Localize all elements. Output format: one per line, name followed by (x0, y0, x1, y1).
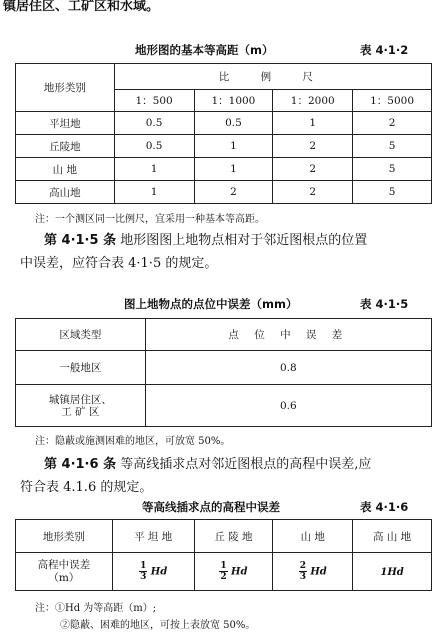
clause-text: 地形图图上地物点相对于邻近图根点的位置 (120, 233, 368, 248)
table2-caption: 图上地物点的点位中误差（mm） (124, 297, 298, 311)
clause-label: 第 4·1·5 条 (44, 233, 117, 248)
clause-4-1-6-line1 (44, 453, 371, 476)
table1-head-label: 地形类别 (16, 64, 115, 112)
table1-note: 注：一个测区同一比例尺，宜采用一种基本等高距。 (35, 214, 265, 225)
denominator: 3 (299, 572, 306, 582)
cell: 0.6 (145, 385, 431, 427)
table-row (16, 181, 432, 204)
scale-header: 1：1000 (194, 90, 273, 112)
fraction-cell (273, 553, 353, 591)
contour-elevation-error-table (15, 519, 432, 591)
cell: 5 (353, 158, 432, 181)
terrain-header: 山 地 (273, 520, 353, 553)
row-label: 平坦地 (16, 112, 115, 135)
denominator: 3 (140, 572, 147, 582)
table-row (16, 135, 432, 158)
cell: 0.8 (145, 351, 431, 385)
cell: 1 (194, 158, 273, 181)
fraction-cell (194, 553, 273, 591)
row-label: 丘陵地 (16, 135, 115, 158)
table-row (16, 553, 432, 591)
scale-header: 1：500 (114, 90, 194, 112)
table2-number: 表 4·1·5 (360, 297, 409, 311)
row-label (16, 385, 146, 427)
denominator: 2 (220, 572, 227, 582)
row-label-line: （m） (48, 571, 80, 584)
cell: 1 (273, 112, 353, 135)
fraction-cell (112, 553, 194, 591)
row-label: 一般地区 (16, 351, 146, 385)
table-row (16, 158, 432, 181)
cell: 0.5 (114, 112, 194, 135)
table-row (16, 385, 432, 427)
clause-4-1-5-line2: 中误差，应符合表 4·1·5 的规定。 (20, 256, 218, 271)
cell (353, 553, 432, 591)
row-label: 山 地 (16, 158, 115, 181)
table2-note: 注：隐蔽或施测困难的地区，可放宽 50%。 (35, 436, 231, 447)
terrain-header: 平 坦 地 (112, 520, 194, 553)
table2-head-label: 区域类型 (16, 319, 146, 351)
cell: 2 (273, 181, 353, 204)
table3-number: 表 4·1·6 (360, 500, 409, 514)
cell: 2 (273, 158, 353, 181)
cell: 0.5 (194, 112, 273, 135)
table-row (16, 112, 432, 135)
cell: 5 (353, 181, 432, 204)
clause-text: 等高线插求点对邻近图根点的高程中误差,应 (120, 457, 372, 472)
table2-head-value: 点 位 中 误 差 (145, 319, 431, 351)
cell: 2 (194, 181, 273, 204)
cell: 2 (273, 135, 353, 158)
cell: 5 (353, 135, 432, 158)
variable: Hd (150, 566, 168, 578)
table3-note1: 注：①Hd 为等高距（m）; (35, 603, 157, 614)
clause-4-1-5-line1 (44, 229, 367, 252)
table1-number: 表 4·1·2 (360, 43, 409, 57)
table-row (16, 351, 432, 385)
clause-label: 第 4·1·6 条 (44, 457, 117, 472)
table1-span-header: 比 例 尺 (114, 64, 431, 90)
point-position-error-table (15, 318, 432, 427)
numerator: 1 (220, 561, 227, 571)
table3-caption: 等高线插求点的高程中误差 (142, 500, 280, 514)
fraction (139, 561, 147, 582)
scale-header: 1：2000 (273, 90, 353, 112)
table3-head-label: 地形类别 (16, 520, 113, 553)
numerator: 2 (299, 561, 306, 571)
row-label-line: 高程中误差 (37, 558, 91, 571)
cell: 1 (194, 135, 273, 158)
intro-line: 镇居住区、工矿区和水域。 (3, 0, 160, 14)
variable: Hd (310, 566, 327, 578)
row-label: 高山地 (16, 181, 115, 204)
table3-note2: ②隐蔽、困难的地区，可按上表放宽 50%。 (60, 620, 256, 631)
variable: 1Hd (380, 566, 404, 578)
clause-4-1-6-line2: 符合表 4.1.6 的规定。 (20, 480, 153, 495)
variable: Hd (231, 566, 248, 578)
row-label (16, 553, 113, 591)
cell: 0.5 (114, 135, 194, 158)
fraction (219, 561, 227, 582)
table1-caption: 地形图的基本等高距（m） (135, 43, 274, 57)
row-label-line: 工 矿 区 (61, 405, 100, 418)
cell: 1 (114, 181, 194, 204)
contour-interval-table (15, 63, 432, 204)
cell: 1 (114, 158, 194, 181)
scale-header: 1：5000 (353, 90, 432, 112)
terrain-header: 高 山 地 (353, 520, 432, 553)
row-label-line: 城镇居住区、 (48, 393, 112, 406)
terrain-header: 丘 陵 地 (194, 520, 273, 553)
cell: 2 (353, 112, 432, 135)
numerator: 1 (140, 561, 147, 571)
fraction (299, 561, 307, 582)
